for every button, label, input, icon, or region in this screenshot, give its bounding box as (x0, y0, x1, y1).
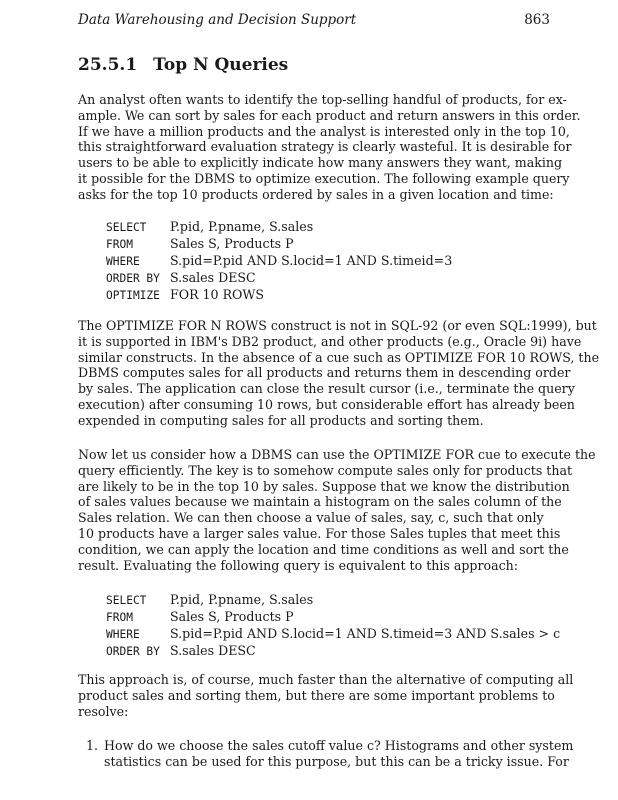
text-line: Now let us consider how a DBMS can use the OPTIMIZE FOR cue to execute the (78, 447, 596, 462)
text-line: How do we choose the sales cutoff value c? Histograms and other system (104, 738, 574, 753)
text-line: it is supported in IBM's DB2 product, and other products (e.g., Oracle 9i) have (78, 333, 582, 349)
running-title: Data Warehousing and Decision Support (78, 12, 357, 28)
text-line: Sales relation. We can then choose a value of sales, say, c, such that only (78, 510, 544, 526)
text-line: This approach is, of course, much faster than the alternative of computing all (78, 672, 574, 687)
text-line: If we have a million products and the analyst is interested only in the top 10, (78, 123, 570, 139)
text-line: are likely to be in the top 10 by sales. Suppose that we know the distribution (78, 478, 570, 494)
sql-keyword: WHERE (106, 255, 140, 268)
sql-clause: Sales S, Products P (170, 609, 294, 624)
code-line (106, 219, 452, 236)
text-line: DBMS computes sales for all products and returns them in descending order (78, 365, 571, 381)
text-line: execution) after consuming 10 rows, but considerable effort has already been (78, 396, 575, 412)
sql-keyword: OPTIMIZE (106, 289, 160, 302)
sql-clause: S.sales DESC (170, 643, 256, 658)
text-line: of sales values because we maintain a histogram on the sales column of the (78, 494, 562, 510)
section-heading (78, 55, 288, 75)
text-line: statistics can be used for this purpose, but this can be a tricky issue. For (104, 753, 569, 769)
paragraph-approach (78, 672, 574, 719)
sql-query-1 (106, 219, 452, 304)
paragraph-optimize (78, 318, 600, 429)
paragraph-intro (78, 92, 581, 203)
sql-keyword: SELECT (106, 594, 147, 607)
sql-keyword: WHERE (106, 628, 140, 641)
code-line (106, 236, 452, 253)
sql-clause: S.sales DESC (170, 270, 256, 285)
sql-keyword: SELECT (106, 221, 147, 234)
code-line (106, 609, 560, 626)
sql-clause: P.pid, P.pname, S.sales (170, 592, 314, 607)
text-line: users to be able to explicitly indicate how many answers they want, making (78, 155, 563, 171)
sql-keyword: FROM (106, 238, 133, 251)
sql-clause: S.pid=P.pid AND S.locid=1 AND S.timeid=3 AND S.sales > c (170, 626, 561, 641)
text-line: this straightforward evaluation strategy is clearly wasteful. It is desirable for (78, 139, 572, 155)
sql-keyword: ORDER BY (106, 272, 160, 285)
running-header (78, 12, 550, 28)
text-line: 10 products have a larger sales value. For those Sales tuples that meet this (78, 525, 561, 541)
sql-clause: Sales S, Products P (170, 236, 294, 251)
list-item-body (104, 738, 574, 770)
section-number: 25.5.1 (78, 55, 138, 75)
text-line: asks for the top 10 products ordered by sales in a given location and time: (78, 186, 554, 202)
text-line: An analyst often wants to identify the top-selling handful of products, for ex- (78, 92, 567, 107)
sql-clause: S.pid=P.pid AND S.locid=1 AND S.timeid=3 (170, 253, 453, 268)
page-number: 863 (524, 12, 550, 28)
code-line (106, 287, 452, 304)
sql-clause: FOR 10 ROWS (170, 287, 264, 302)
text-line: condition, we can apply the location and time conditions as well and sort the (78, 541, 569, 557)
text-line: The OPTIMIZE FOR N ROWS construct is not in SQL-92 (or even SQL:1999), but (78, 318, 597, 333)
text-line: query efficiently. The key is to somehow compute sales only for products that (78, 462, 573, 478)
code-line (106, 592, 560, 609)
text-line: by sales. The application can close the result cursor (i.e., terminate the query (78, 381, 575, 397)
sql-keyword: ORDER BY (106, 645, 160, 658)
text-line: product sales and sorting them, but there are some important problems to (78, 687, 555, 703)
text-line: ample. We can sort by sales for each product and return answers in this order. (78, 107, 581, 123)
code-line (106, 270, 452, 287)
text-line: result. Evaluating the following query is equivalent to this approach: (78, 557, 519, 573)
paragraph-histogram (78, 447, 596, 573)
text-line: expended in computing sales for all products and sorting them. (78, 412, 484, 428)
numbered-list-item (78, 738, 574, 770)
text-line: similar constructs. In the absence of a cue such as OPTIMIZE FOR 10 ROWS, the (78, 349, 600, 365)
section-title: Top N Queries (153, 55, 289, 75)
code-line (106, 643, 560, 660)
code-line (106, 626, 560, 643)
list-marker: 1. (86, 738, 99, 753)
sql-clause: P.pid, P.pname, S.sales (170, 219, 314, 234)
text-line: resolve: (78, 703, 129, 719)
sql-keyword: FROM (106, 611, 133, 624)
code-line (106, 253, 452, 270)
sql-query-2 (106, 592, 560, 660)
text-line: it possible for the DBMS to optimize execution. The following example query (78, 170, 570, 186)
